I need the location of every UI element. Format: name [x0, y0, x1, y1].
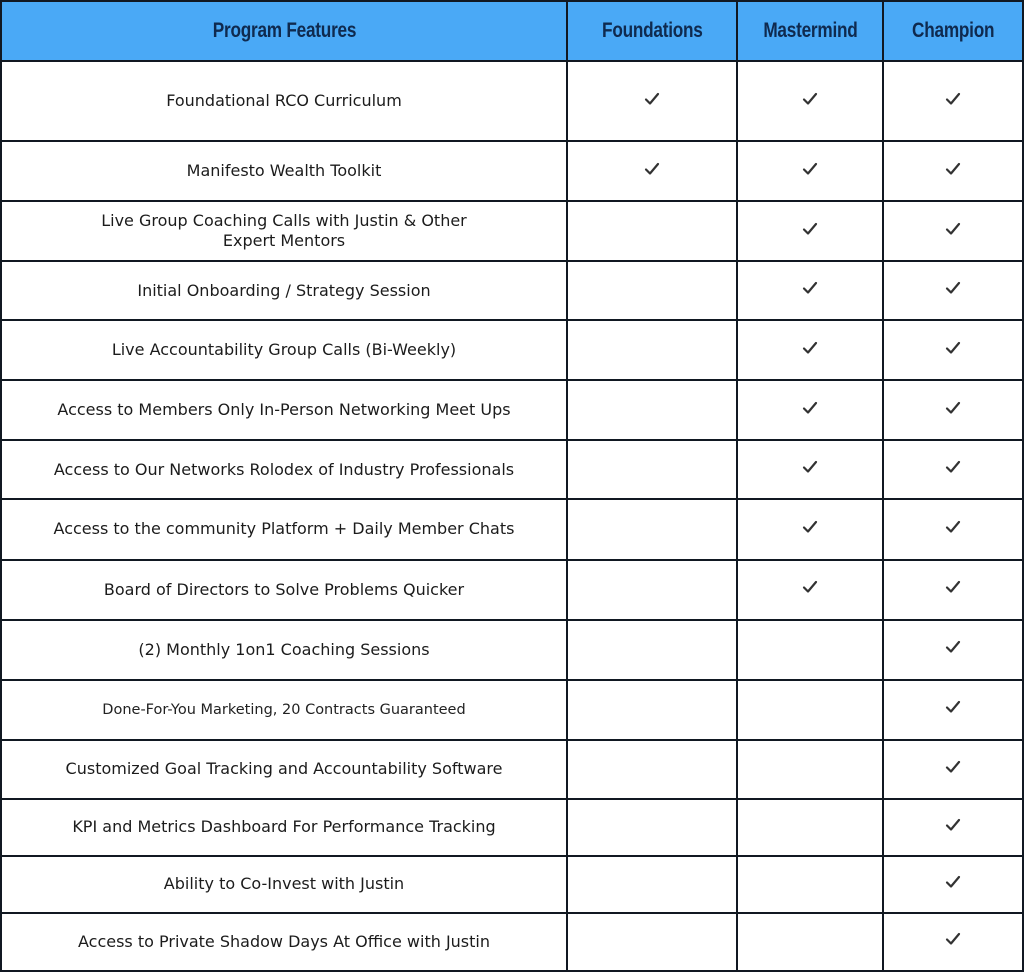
checkmark-icon: [944, 90, 962, 108]
mastermind-cell: [737, 740, 883, 799]
table-row: [1, 61, 1023, 141]
checkmark-icon: [944, 873, 962, 891]
feature-label: Board of Directors to Solve Problems Quicker: [103, 579, 465, 599]
champion-cell: [883, 440, 1023, 499]
foundations-cell: [567, 320, 737, 380]
champion-cell: [883, 141, 1023, 201]
mastermind-cell: [737, 201, 883, 261]
checkmark-icon: [944, 339, 962, 357]
mastermind-cell: [737, 320, 883, 380]
champion-cell: [883, 620, 1023, 680]
checkmark-icon: [944, 220, 962, 238]
feature-label: (2) Monthly 1on1 Coaching Sessions: [138, 639, 430, 659]
feature-cell: [1, 680, 567, 740]
foundations-cell: [567, 560, 737, 620]
checkmark-icon: [801, 399, 819, 417]
feature-cell: [1, 141, 567, 201]
table-row: [1, 141, 1023, 201]
champion-cell: [883, 380, 1023, 440]
feature-cell: [1, 380, 567, 440]
table-row: [1, 261, 1023, 320]
table-row: [1, 913, 1023, 971]
table-row: [1, 856, 1023, 913]
foundations-cell: [567, 799, 737, 856]
table-row: [1, 380, 1023, 440]
foundations-cell: [567, 680, 737, 740]
feature-cell: [1, 499, 567, 559]
mastermind-cell: [737, 261, 883, 320]
feature-label: Customized Goal Tracking and Accountability Software: [65, 759, 503, 779]
checkmark-icon: [643, 160, 661, 178]
feature-cell: [1, 261, 567, 320]
checkmark-icon: [944, 518, 962, 536]
feature-cell: [1, 740, 567, 799]
header-mastermind: Mastermind: [737, 1, 883, 61]
header-row: [1, 1, 1023, 61]
champion-cell: [883, 560, 1023, 620]
feature-label: Access to Members Only In-Person Networking Meet Ups: [57, 400, 511, 420]
checkmark-icon: [944, 638, 962, 656]
feature-cell: [1, 620, 567, 680]
mastermind-cell: [737, 380, 883, 440]
checkmark-icon: [801, 518, 819, 536]
feature-cell: [1, 201, 567, 261]
foundations-cell: [567, 913, 737, 971]
feature-label-line: Live Group Coaching Calls with Justin & Other: [101, 211, 467, 231]
champion-cell: [883, 856, 1023, 913]
foundations-cell: [567, 141, 737, 201]
checkmark-icon: [801, 339, 819, 357]
checkmark-icon: [944, 816, 962, 834]
header-champion: Champion: [883, 1, 1023, 61]
feature-label: Manifesto Wealth Toolkit: [186, 161, 382, 181]
checkmark-icon: [801, 220, 819, 238]
mastermind-cell: [737, 799, 883, 856]
checkmark-icon: [944, 758, 962, 776]
checkmark-icon: [801, 160, 819, 178]
feature-label: Done-For-You Marketing, 20 Contracts Guaranteed: [102, 701, 466, 718]
feature-cell: [1, 913, 567, 971]
champion-cell: [883, 799, 1023, 856]
foundations-cell: [567, 856, 737, 913]
checkmark-icon: [944, 458, 962, 476]
header-program-features: Program Features: [1, 1, 567, 61]
foundations-cell: [567, 620, 737, 680]
mastermind-cell: [737, 440, 883, 499]
feature-label: KPI and Metrics Dashboard For Performance Tracking: [72, 817, 496, 837]
checkmark-icon: [801, 458, 819, 476]
feature-cell: [1, 799, 567, 856]
checkmark-icon: [944, 160, 962, 178]
checkmark-icon: [801, 578, 819, 596]
mastermind-cell: [737, 680, 883, 740]
champion-cell: [883, 201, 1023, 261]
checkmark-icon: [944, 279, 962, 297]
mastermind-cell: [737, 560, 883, 620]
header-foundations: Foundations: [567, 1, 737, 61]
checkmark-icon: [643, 90, 661, 108]
mastermind-cell: [737, 913, 883, 971]
feature-cell: [1, 440, 567, 499]
champion-cell: [883, 261, 1023, 320]
foundations-cell: [567, 380, 737, 440]
mastermind-cell: [737, 856, 883, 913]
table-row: [1, 440, 1023, 499]
table-row: [1, 620, 1023, 680]
feature-cell: [1, 61, 567, 141]
checkmark-icon: [944, 930, 962, 948]
mastermind-cell: [737, 141, 883, 201]
mastermind-cell: [737, 61, 883, 141]
mastermind-cell: [737, 499, 883, 559]
feature-label: Foundational RCO Curriculum: [166, 91, 402, 111]
table-row: [1, 740, 1023, 799]
foundations-cell: [567, 201, 737, 261]
champion-cell: [883, 61, 1023, 141]
feature-label: Live Accountability Group Calls (Bi-Weekly): [111, 340, 457, 360]
foundations-cell: [567, 440, 737, 499]
feature-cell: [1, 560, 567, 620]
checkmark-icon: [801, 279, 819, 297]
foundations-cell: [567, 740, 737, 799]
champion-cell: [883, 499, 1023, 559]
champion-cell: [883, 913, 1023, 971]
foundations-cell: [567, 61, 737, 141]
feature-label: Access to Private Shadow Days At Office with Justin: [77, 931, 490, 951]
feature-cell: [1, 320, 567, 380]
feature-label: Ability to Co-Invest with Justin: [163, 874, 405, 894]
table-row: [1, 201, 1023, 261]
champion-cell: [883, 680, 1023, 740]
feature-label: Access to Our Networks Rolodex of Industry Professionals: [53, 459, 515, 479]
table-row: [1, 499, 1023, 559]
checkmark-icon: [801, 90, 819, 108]
checkmark-icon: [944, 698, 962, 716]
table-row: [1, 799, 1023, 856]
table-row: [1, 680, 1023, 740]
feature-label-line: Expert Mentors: [222, 231, 346, 251]
champion-cell: [883, 740, 1023, 799]
checkmark-icon: [944, 578, 962, 596]
foundations-cell: [567, 261, 737, 320]
table-row: [1, 320, 1023, 380]
feature-label: Initial Onboarding / Strategy Session: [137, 280, 431, 300]
champion-cell: [883, 320, 1023, 380]
mastermind-cell: [737, 620, 883, 680]
feature-cell: [1, 856, 567, 913]
feature-label: Access to the community Platform + Daily Member Chats: [53, 519, 515, 539]
table-row: [1, 560, 1023, 620]
foundations-cell: [567, 499, 737, 559]
checkmark-icon: [944, 399, 962, 417]
